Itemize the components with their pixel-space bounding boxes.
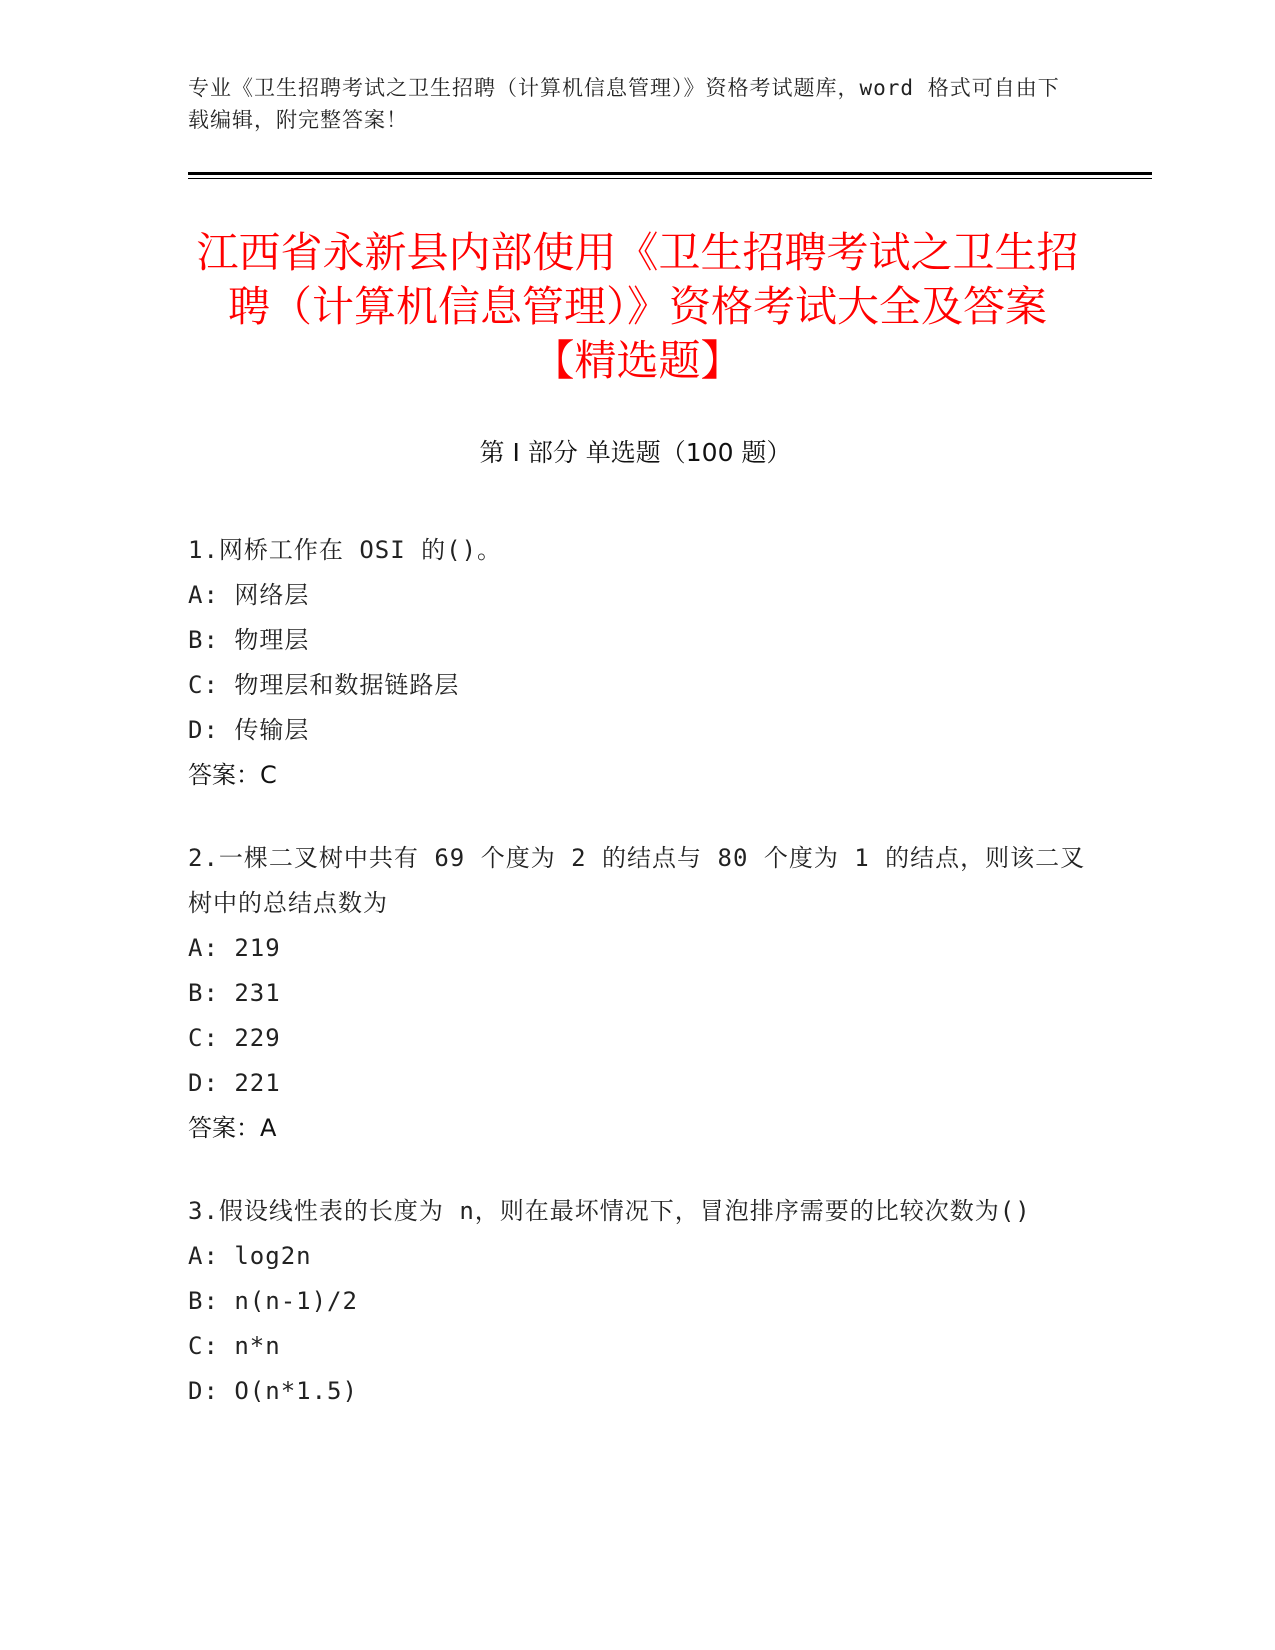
section-heading: 第 I 部分 单选题（100 题） <box>479 438 792 467</box>
question-3 <box>188 1189 1088 1414</box>
option-a: A: log2n <box>188 1242 312 1270</box>
question-2 <box>188 836 1088 1151</box>
question-list <box>188 528 1088 1452</box>
option-c: C: 229 <box>188 1024 281 1052</box>
option-b: B: 物理层 <box>188 626 310 654</box>
option-d: D: 传输层 <box>188 716 310 744</box>
option-b: B: n(n-1)/2 <box>188 1287 358 1315</box>
header-note: 专业《卫生招聘考试之卫生招聘（计算机信息管理）》资格考试题库，word 格式可自由下载编辑，附完整答案！ <box>188 76 1060 132</box>
header-divider-thick <box>188 172 1152 175</box>
option-a: A: 网络层 <box>188 581 310 609</box>
question-stem: 3.假设线性表的长度为 n，则在最坏情况下，冒泡排序需要的比较次数为() <box>188 1197 1031 1225</box>
option-a: A: 219 <box>188 934 281 962</box>
document-title: 江西省永新县内部使用《卫生招聘考试之卫生招聘（计算机信息管理）》资格考试大全及答案【精选题】 <box>196 228 1079 385</box>
option-b: B: 231 <box>188 979 281 1007</box>
answer: 答案：A <box>188 1114 277 1142</box>
option-d: D: O(n*1.5) <box>188 1377 358 1405</box>
option-c: C: 物理层和数据链路层 <box>188 671 460 699</box>
answer: 答案：C <box>188 761 277 789</box>
question-stem: 2.一棵二叉树中共有 69 个度为 2 的结点与 80 个度为 1 的结点，则该二叉树中的总结点数为 <box>188 844 1086 917</box>
header-divider-thin <box>188 178 1152 179</box>
question-1 <box>188 528 1088 798</box>
question-stem: 1.网桥工作在 OSI 的()。 <box>188 536 503 564</box>
option-d: D: 221 <box>188 1069 281 1097</box>
option-c: C: n*n <box>188 1332 281 1360</box>
